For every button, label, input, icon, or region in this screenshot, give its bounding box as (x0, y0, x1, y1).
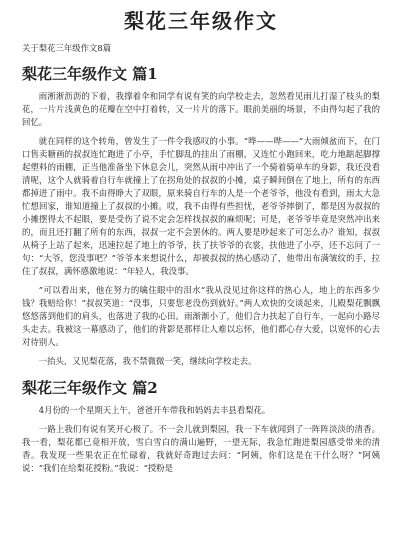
essay-section-1 (22, 64, 380, 368)
document-title: 梨花三年级作文 (124, 9, 278, 33)
paragraph: 就在同样的这个转角，曾发生了一件令我感叹的小事。“哗——哗——”大雨倾盆而下，在门口售卖糖画的叔叔连忙跑进了小亭，手忙脚乱的挂出了雨棚，又连忙小跑回来，吃力地踮起脚撑起塑料的雨棚，正当他准备坐下休息会儿，突然从雨中冲出了一个骑着骑单车的身影，我还没看清呢，这个人就骑着自行车就撞上了在拐角处的叔叔的小摊，桌子瞬间倒在了地上，所有的东西都掉进了雨中。我不由得睁大了双眼，原来骑自行车的人是一个老爷爷，他没有看到，雨太大急忙想回家，谁知道撞上了叔叔的小摊。哎，我不由得有些担忧，老爷爷摔倒了，都是因为叔叔的小摊摆得太不起眼，要是受伤了说不定会怎样找叔叔的麻烦呢；可是，老爷爷毕竟是突然冲出来的，而且还打翻了所有的东西，叔叔一定不会罢休的。两人要是吵起来了可怎么办？谁知，叔叔从椅子上站了起来，迅速拉起了地上的爷爷，扶了扶爷爷的衣裳，扶他进了小亭，还不忘问了一句：“大爷，您没事吧？”爷爷本来想说什么，却被叔叔的热心感动了，他带出布满皱纹的手，拉住了叔叔，满怀感激地说：“年轻人，我没事。 (22, 136, 380, 276)
paragraph: 雨淅淅沥沥的下着，我撑着伞和同学有说有笑的向学校走去，忽然看见雨儿打湿了枝头的梨花，一片片浅黄色的花瓣在空中打着转，又一片片的落下。眼前美丽的场景，不由得勾起了我的回忆。 (22, 91, 380, 127)
essay-section-2 (22, 378, 380, 475)
paragraph: 4月份的一个星期天上午，爸爸开车带我和妈妈去丰县看梨花。 (38, 405, 271, 415)
section-heading: 梨花三年级作文 篇1 (22, 65, 158, 83)
paragraph: ”可以看出来，他在努力的噙住眼中的泪水“我从没见过你这样的热心人，地上的东西多少钱？我赔给你！”叔叔笑道：“没事，只要您老没伤到就好。”两人欢快的交谈起来，儿殿梨花飘飘悠悠落到他们的肩头，也落进了我的心田。雨渐渐小了，他们合力扶起了自行车，一起向小路尽头走去。我被这一幕感动了，他们的背影是那样让人难以忘怀，他们都心存大爱，以宽怀的心去对待别人。 (22, 285, 380, 347)
paragraph: 一抬头，又见梨花落，我不禁微微一笑，继续向学校走去。 (38, 356, 257, 366)
document-intro: 关于梨花三年级作文8篇 (22, 43, 112, 53)
paragraph: 一路上我们有说有笑开心极了。不一会儿就到梨园，我一下车就闻到了一阵阵淡淡的清香。我一看，梨花都已竟相开放，雪白雪白的满山遍野，一望无际，我急忙跑进梨园感受带来的清香。我发现一些果农正在忙碌着，我就好奇跑过去问：“阿姨，你们这是在干什么呀？”阿姨说：“我们在给梨花授粉。”我说：“授粉是 (22, 424, 380, 473)
section-heading: 梨花三年级作文 篇2 (22, 379, 158, 397)
